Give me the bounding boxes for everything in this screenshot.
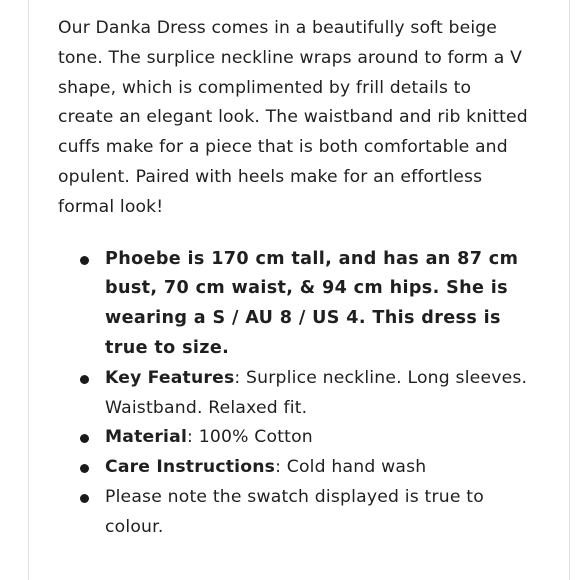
material-label: Material (105, 427, 188, 448)
list-item-model-info (58, 245, 528, 364)
list-item-swatch-note (58, 483, 528, 543)
care-instructions-label: Care Instructions (105, 457, 276, 478)
key-features-label: Key Features (105, 367, 235, 388)
list-item-care-instructions (58, 453, 528, 483)
key-features-text: : Surplice neckline. Long sleeves. Waistband. Relaxed fit. (105, 367, 528, 418)
product-details-list (58, 245, 528, 543)
left-divider (28, 0, 29, 580)
swatch-note-text: Please note the swatch displayed is true to colour. (105, 486, 484, 537)
product-description: Our Danka Dress comes in a beautifully soft beige tone. The surplice neckline wraps around to form a V shape, which is complimented by frill details to create an elegant look. The waistband and rib knitted cuffs make for a piece that is both comfortable and opulent. Paired with heels make for an effortless formal look! (58, 18, 528, 217)
material-text: : 100% Cotton (187, 427, 313, 448)
product-description-panel (58, 14, 528, 543)
bullet-icon (80, 375, 89, 384)
right-divider (569, 0, 570, 580)
bullet-icon (80, 256, 89, 265)
list-item-material (58, 423, 528, 453)
bullet-icon (80, 464, 89, 473)
bullet-icon (80, 494, 89, 503)
list-item-key-features (58, 364, 528, 424)
care-instructions-text: : Cold hand wash (275, 457, 427, 478)
model-info-text: Phoebe is 170 cm tall, and has an 87 cm bust, 70 cm waist, & 94 cm hips. She is wearing a S / AU 8 / US 4. This dress is true to size. (105, 248, 519, 358)
bullet-icon (80, 434, 89, 443)
